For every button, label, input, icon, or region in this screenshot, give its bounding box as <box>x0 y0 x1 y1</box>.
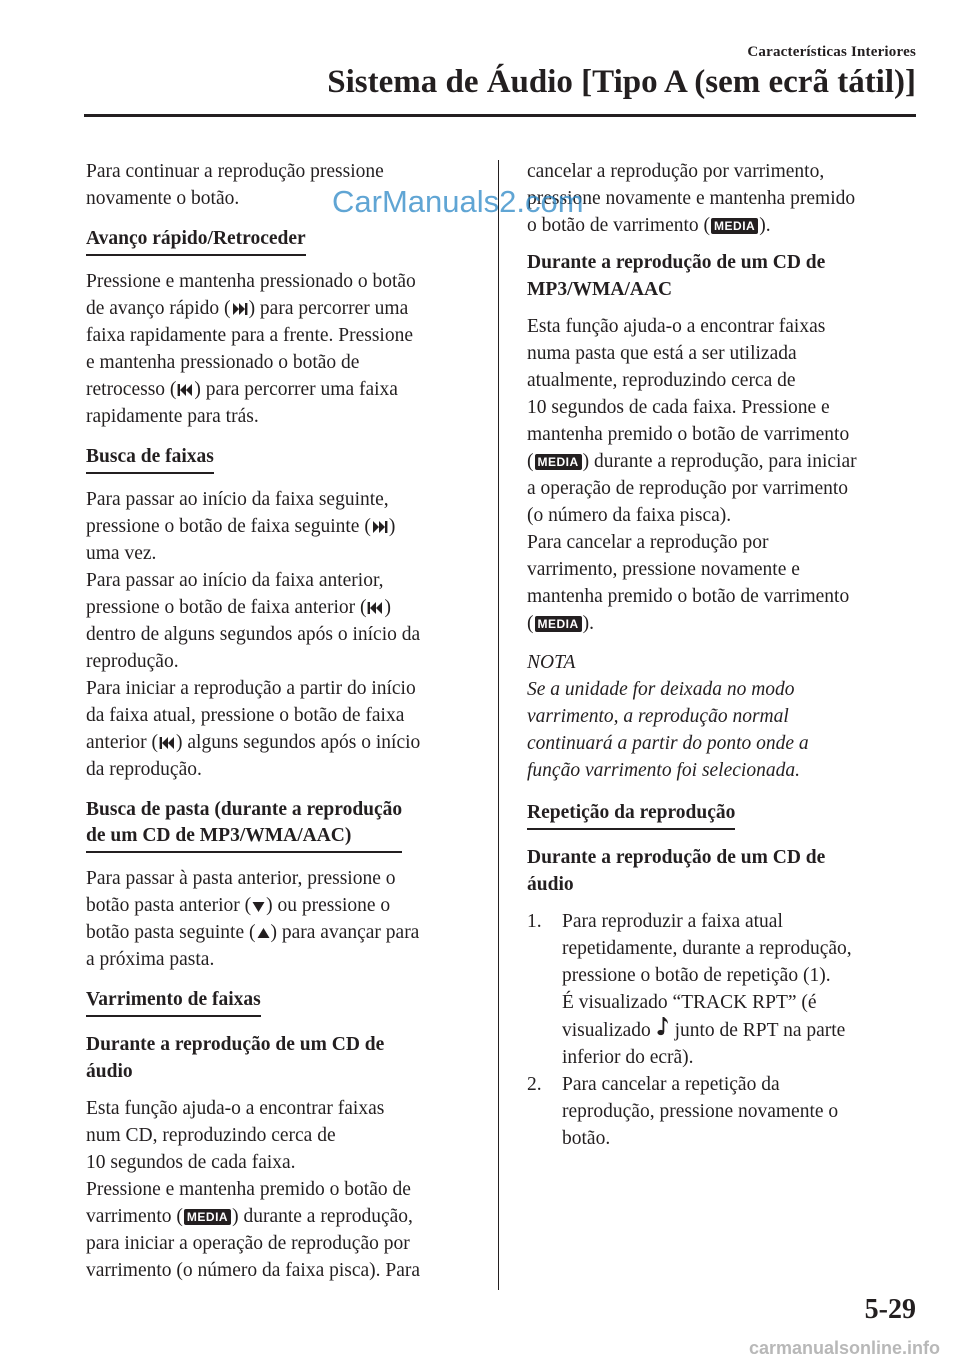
media-button-icon: MEDIA <box>711 218 758 234</box>
paragraph-folder-search: Para passar à pasta anterior, pressione o botão pasta anterior ( ) ou pressione o botão pasta seguinte ( ) para avançar para a próxima pasta. <box>86 868 420 970</box>
media-button-icon: MEDIA <box>535 616 582 632</box>
section-label: Características Interiores <box>747 44 916 60</box>
right-column <box>527 158 919 1152</box>
page-title: Sistema de Áudio [Tipo A (sem ecrã tátil)] <box>327 64 916 100</box>
fast-forward-icon <box>372 520 388 534</box>
heading-repeat-playback: Repetição da reprodução <box>527 800 735 830</box>
watermark: CarManuals2.com <box>332 184 584 219</box>
subheading-mp3-cd: Durante a reprodução de um CD de MP3/WMA/AAC <box>527 252 826 300</box>
fast-forward-icon <box>232 302 248 316</box>
music-note-icon <box>657 1016 669 1038</box>
paragraph-scan-audio-cd: Esta função ajuda-o a encontrar faixas num CD, reproduzindo cerca de 10 segundos de cada faixa. Pressione e mantenha premido o botão de varrimento ( MEDIA ) durante a reprodução, para iniciar a operação de reprodução por varrimento (o número da faixa pisca). Para <box>86 1098 421 1281</box>
rewind-icon <box>177 383 193 397</box>
media-button-icon: MEDIA <box>184 1209 231 1225</box>
note-text: Se a unidade for deixada no modo varrimento, a reprodução normal continuará a partir do ponto onde a função varrimento foi selecionada. <box>527 679 809 781</box>
footer-site-watermark: carmanualsonline.info <box>748 1338 940 1358</box>
column-divider <box>498 160 499 1290</box>
paragraph-continue: Para continuar a reprodução pressione novamente o botão. <box>86 161 384 209</box>
paragraph-cancel-scan: cancelar a reprodução por varrimento, pressione novamente e mantenha premido o botão de varrimento ( MEDIA ). <box>527 161 856 236</box>
paragraph-track-search: Para passar ao início da faixa seguinte, pressione o botão de faixa seguinte ( ) uma vez. Para passar ao início da faixa anterior, pressione o botão de faixa anterior ( ) dentro de alguns segundos após o início da reprodução. Para iniciar a reprodução a partir do início da faixa atual, pressione o botão de faixa anterior ( ) alguns segundos após o início da reprodução. <box>86 489 421 780</box>
left-column <box>86 158 482 1294</box>
rewind-icon <box>159 736 175 750</box>
rewind-icon <box>367 601 383 615</box>
heading-track-search: Busca de faixas <box>86 444 214 474</box>
page-number: 5-29 <box>864 1294 916 1325</box>
list-item: 2. Para cancelar a repetição da reprodução, pressione novamente o botão. <box>527 1074 839 1149</box>
media-button-icon: MEDIA <box>535 454 582 470</box>
repeat-steps-list <box>527 908 919 1152</box>
header-rule <box>84 114 916 117</box>
paragraph-fast-forward: Pressione e mantenha pressionado o botão de avanço rápido ( ) para percorrer uma faixa rapidamente para a frente. Pressione e mantenha pressionado o botão de retrocesso ( ) para percorrer uma faixa rapidamente para trás. <box>86 271 416 427</box>
heading-folder-search: Busca de pasta (durante a reprodução de um CD de MP3/WMA/AAC) <box>86 797 402 853</box>
note-label: NOTA <box>527 652 576 673</box>
heading-fast-forward-rewind: Avanço rápido/Retroceder <box>86 226 306 256</box>
list-item: 1. Para reproduzir a faixa atual repetidamente, durante a reprodução, pressione o botão de repetição (1). É visualizado “TRACK RPT” (é visualizado junto de RPT na parte inferior do ecrã). <box>527 911 852 1068</box>
paragraph-scan-mp3-cd: Esta função ajuda-o a encontrar faixas numa pasta que está a ser utilizada atualmente, reproduzindo cerca de 10 segundos de cada faixa. Pressione e mantenha premido o botão de varrimento ( MEDIA ) durante a reprodução, para iniciar a operação de reprodução por varrimento (o número da faixa pisca). Para cancelar a reprodução por varrimento, pressione novamente e mantenha premido o botão de varrimento ( MEDIA ). <box>527 316 857 634</box>
subheading-repeat-audio-cd: Durante a reprodução de um CD de áudio <box>527 847 826 895</box>
down-triangle-icon <box>252 900 265 913</box>
subheading-audio-cd: Durante a reprodução de um CD de áudio <box>86 1034 385 1082</box>
up-triangle-icon <box>257 927 270 940</box>
heading-track-scan: Varrimento de faixas <box>86 987 261 1017</box>
